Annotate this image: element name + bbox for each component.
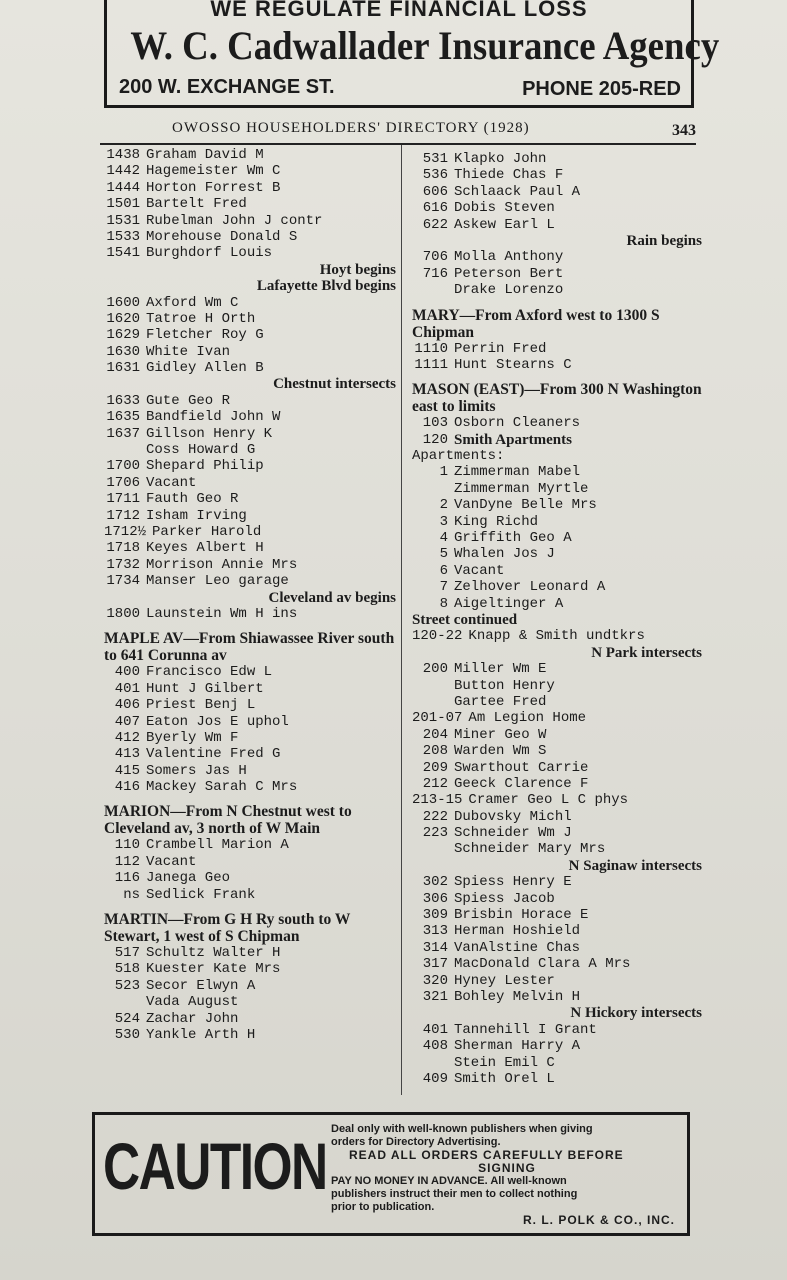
caution-line: publishers instruct their men to collect nothing — [331, 1188, 578, 1200]
house-number: 1712 — [106, 507, 140, 524]
resident-name: Eaton Jos E uphol — [146, 713, 289, 730]
header-rule — [100, 143, 696, 145]
resident-name: Schneider Wm J — [454, 825, 572, 842]
resident-name: Herman Hoshield — [454, 923, 581, 940]
directory-entry — [412, 776, 702, 792]
resident-name: Drake Lorenzo — [454, 282, 564, 299]
directory-entry — [104, 854, 396, 870]
running-header: OWOSSO HOUSEHOLDERS' DIRECTORY (1928) — [172, 120, 530, 136]
left-column — [104, 147, 396, 1043]
resident-name: Morrison Annie Mrs — [146, 556, 298, 573]
resident-name: Zimmerman Myrtle — [454, 480, 589, 497]
cross-street-note: Chestnut intersects — [273, 376, 396, 393]
directory-entry — [412, 497, 702, 513]
cross-street-note: N Hickory intersects — [570, 1005, 702, 1022]
directory-entry — [104, 837, 396, 853]
resident-name: Vacant — [146, 853, 197, 870]
resident-name: Manser Leo garage — [146, 573, 289, 590]
cross-street-note: Lafayette Blvd begins — [256, 278, 396, 295]
resident-name: Spiess Henry E — [454, 874, 572, 891]
directory-entry — [104, 664, 396, 680]
house-number: 321 — [422, 988, 448, 1005]
resident-name: Secor Elwyn A — [146, 977, 256, 994]
resident-name: Warden Wm S — [454, 743, 547, 760]
house-number: 1111 — [414, 356, 448, 373]
house-number: 112 — [114, 853, 140, 870]
insurance-advertisement — [104, 0, 720, 108]
cross-street-note: N Saginaw intersects — [568, 857, 702, 874]
agency-name: W. C. Cadwallader Insurance Agency — [130, 23, 720, 68]
house-number: 116 — [114, 870, 140, 887]
directory-entry — [104, 458, 396, 474]
caution-line: READ ALL ORDERS CAREFULLY BEFORE — [349, 1148, 624, 1162]
resident-name: Bohley Melvin H — [454, 988, 581, 1005]
resident-name: Crambell Marion A — [146, 837, 289, 854]
resident-name: Cramer Geo L C phys — [468, 792, 629, 809]
house-number: 212 — [422, 775, 448, 792]
resident-name: Bartelt Fred — [146, 196, 247, 213]
resident-name: Yankle Arth H — [146, 1026, 256, 1043]
house-number: 2 — [439, 497, 448, 514]
caution-line: Deal only with well-known publishers when giving — [331, 1123, 593, 1135]
directory-entry — [412, 1038, 702, 1054]
resident-name: Sedlick Frank — [146, 886, 256, 903]
resident-name: Knapp & Smith undtkrs — [468, 628, 645, 645]
directory-entry — [104, 870, 396, 886]
resident-name: Hunt J Gilbert — [146, 680, 264, 697]
resident-name: Tatroe H Orth — [146, 310, 256, 327]
directory-entry — [412, 792, 702, 808]
directory-entry — [104, 540, 396, 556]
directory-entry — [104, 409, 396, 425]
right-column — [412, 151, 702, 1087]
house-number: 314 — [422, 939, 448, 956]
house-number: 706 — [422, 249, 448, 266]
resident-name: Hunt Stearns C — [454, 356, 572, 373]
directory-entry — [104, 746, 396, 762]
directory-entry — [412, 891, 702, 907]
directory-entry — [412, 661, 702, 677]
resident-name: Schultz Walter H — [146, 945, 281, 962]
house-number: 120-22 — [412, 628, 463, 645]
house-number: 1629 — [106, 327, 140, 344]
caution-text — [331, 1123, 683, 1214]
resident-name: Brisbin Horace E — [454, 907, 589, 924]
resident-name: Rubelman John J contr — [146, 212, 323, 229]
house-number: 223 — [422, 825, 448, 842]
resident-name: Peterson Bert — [454, 265, 564, 282]
resident-name: Launstein Wm H ins — [146, 605, 298, 622]
directory-entry — [104, 213, 396, 229]
agency-phone: PHONE 205-RED — [522, 78, 681, 100]
directory-entry — [104, 360, 396, 376]
resident-name: Zelhover Leonard A — [454, 579, 606, 596]
house-number: 1438 — [106, 147, 140, 163]
agency-address: 200 W. EXCHANGE ST. — [119, 76, 335, 98]
house-number: 1718 — [106, 540, 140, 557]
house-number: 306 — [422, 890, 448, 907]
caution-word: CAUTION — [103, 1129, 327, 1203]
house-number: 120 — [422, 431, 448, 448]
resident-name: Gillson Henry K — [146, 425, 273, 442]
resident-name: Smith Apartments — [454, 431, 572, 448]
resident-name: Janega Geo — [146, 870, 231, 887]
house-number: 1 — [439, 464, 448, 481]
cross-street-note: Cleveland av begins — [268, 589, 396, 606]
resident-name: Schneider Mary Mrs — [454, 841, 606, 858]
directory-entry — [412, 956, 702, 972]
resident-name: Graham David M — [146, 147, 264, 163]
resident-name: Valentine Fred G — [146, 746, 281, 763]
resident-name: Somers Jas H — [146, 762, 247, 779]
house-number: 1637 — [106, 425, 140, 442]
directory-entry — [412, 200, 702, 216]
cross-street-note: Rain begins — [626, 232, 702, 249]
cross-street-note: Hoyt begins — [319, 261, 396, 278]
directory-entry — [412, 973, 702, 989]
directory-entry — [104, 229, 396, 245]
resident-name: Aigeltinger A — [454, 595, 564, 612]
house-number: 1635 — [106, 409, 140, 426]
house-number: 4 — [439, 530, 448, 547]
house-number: 530 — [114, 1026, 140, 1043]
house-number: 313 — [422, 923, 448, 940]
directory-entry — [412, 989, 702, 1005]
caution-line: SIGNING — [478, 1161, 536, 1175]
directory-entry — [104, 327, 396, 343]
directory-entry — [412, 743, 702, 759]
house-number: 320 — [422, 972, 448, 989]
directory-entry — [104, 730, 396, 746]
house-number: 1631 — [106, 360, 140, 377]
street-heading: MASON (EAST)—From 300 N Washington east to limits — [412, 381, 702, 416]
resident-name: Gartee Fred — [454, 693, 547, 710]
street-heading: MAPLE AV—From Shiawassee River south to 641 Corunna av — [104, 630, 395, 665]
directory-entry — [412, 341, 702, 357]
house-number: 412 — [114, 729, 140, 746]
directory-entry — [412, 825, 702, 841]
resident-name: King Richd — [454, 513, 539, 530]
directory-entry — [104, 1027, 396, 1043]
resident-name: Zimmerman Mabel — [454, 464, 581, 481]
resident-name: White Ivan — [146, 343, 231, 360]
resident-name: VanDyne Belle Mrs — [454, 497, 597, 514]
house-number: 1732 — [106, 556, 140, 573]
directory-entry — [412, 563, 702, 579]
house-number: 1633 — [106, 392, 140, 409]
resident-name: Sherman Harry A — [454, 1038, 581, 1055]
resident-name: Hagemeister Wm C — [146, 163, 281, 180]
house-number: 517 — [114, 945, 140, 962]
directory-entry — [412, 710, 702, 726]
resident-name: Francisco Edw L — [146, 664, 273, 681]
directory-entry — [412, 596, 702, 612]
street-heading: MARION—From N Chestnut west to Cleveland av, 3 north of W Main — [104, 803, 352, 838]
directory-entry — [412, 167, 702, 183]
resident-name: Axford Wm C — [146, 294, 239, 311]
directory-entry — [412, 217, 702, 233]
directory-entry-continued — [412, 841, 702, 857]
resident-name: Vacant — [454, 562, 505, 579]
directory-entry — [104, 606, 396, 622]
column-divider — [401, 145, 402, 1095]
directory-entry — [104, 557, 396, 573]
house-number: 3 — [439, 513, 448, 530]
house-number: 1712½ — [104, 523, 147, 540]
resident-name: Stein Emil C — [454, 1054, 555, 1071]
house-number: 302 — [422, 874, 448, 891]
directory-entry — [412, 940, 702, 956]
directory-entry — [412, 514, 702, 530]
house-number: 518 — [114, 961, 140, 978]
house-number: 1541 — [106, 245, 140, 262]
directory-entry — [104, 524, 396, 540]
resident-name: Spiess Jacob — [454, 890, 555, 907]
directory-entry — [104, 681, 396, 697]
street-continued-heading: Street continued — [412, 611, 518, 628]
resident-name: MacDonald Clara A Mrs — [454, 956, 631, 973]
house-number: 606 — [422, 183, 448, 200]
resident-name: Thiede Chas F — [454, 167, 564, 184]
directory-entry — [412, 151, 702, 167]
house-number: ns — [123, 886, 140, 903]
resident-name: Hyney Lester — [454, 972, 555, 989]
directory-entry-continued — [412, 1055, 702, 1071]
resident-name: Morehouse Donald S — [146, 228, 298, 245]
directory-entry — [104, 311, 396, 327]
house-number: 413 — [114, 746, 140, 763]
resident-name: Dobis Steven — [454, 200, 555, 217]
publisher-name: R. L. POLK & CO., INC. — [522, 1213, 675, 1227]
resident-name: Isham Irving — [146, 507, 247, 524]
house-number: 1600 — [106, 294, 140, 311]
directory-entry — [412, 464, 702, 480]
caution-advertisement — [92, 1112, 690, 1236]
house-number: 408 — [422, 1038, 448, 1055]
directory-entry — [104, 714, 396, 730]
directory-entry — [412, 357, 702, 373]
resident-name: Vacant — [146, 474, 197, 491]
resident-name: Am Legion Home — [468, 710, 587, 727]
directory-entry — [412, 1022, 702, 1038]
directory-entry-continued — [412, 694, 702, 710]
directory-entry — [412, 432, 702, 448]
directory-entry-continued — [412, 481, 702, 497]
house-number: 201-07 — [412, 710, 463, 727]
resident-name: Schlaack Paul A — [454, 183, 581, 200]
directory-entry — [104, 491, 396, 507]
directory-entry — [104, 180, 396, 196]
directory-entry — [104, 245, 396, 261]
house-number: 309 — [422, 907, 448, 924]
resident-name: Griffith Geo A — [454, 530, 572, 547]
resident-name: Miller Wm E — [454, 661, 547, 678]
directory-entry — [104, 961, 396, 977]
resident-name: Gidley Allen B — [146, 360, 264, 377]
cross-street-note: N Park intersects — [591, 644, 702, 661]
directory-entry — [104, 887, 396, 903]
house-number: 622 — [422, 216, 448, 233]
resident-name: Klapko John — [454, 151, 547, 167]
directory-entry — [104, 196, 396, 212]
directory-entry — [412, 727, 702, 743]
house-number: 1800 — [106, 605, 140, 622]
directory-entry — [104, 573, 396, 589]
directory-entry — [412, 266, 702, 282]
resident-name: Keyes Albert H — [146, 540, 264, 557]
directory-entry — [104, 147, 396, 163]
resident-name: Swarthout Carrie — [454, 759, 589, 776]
resident-name: Button Henry — [454, 677, 555, 694]
resident-name: Osborn Cleaners — [454, 415, 581, 432]
house-number: 8 — [439, 595, 448, 612]
house-number: 401 — [422, 1021, 448, 1038]
house-number: 407 — [114, 713, 140, 730]
resident-name: Horton Forrest B — [146, 179, 281, 196]
resident-name: Gute Geo R — [146, 392, 231, 409]
house-number: 401 — [114, 680, 140, 697]
directory-entry — [104, 426, 396, 442]
house-number: 1442 — [106, 163, 140, 180]
house-number: 5 — [439, 546, 448, 563]
directory-entry — [412, 415, 702, 431]
house-number: 208 — [422, 743, 448, 760]
house-number: 103 — [422, 415, 448, 432]
house-number: 209 — [422, 759, 448, 776]
resident-name: Miner Geo W — [454, 726, 547, 743]
directory-entry-continued — [104, 994, 396, 1010]
resident-name: Dubovsky Michl — [454, 808, 572, 825]
directory-entry — [104, 1011, 396, 1027]
caution-line: orders for Directory Advertising. — [331, 1136, 501, 1148]
resident-name: Shepard Philip — [146, 458, 264, 475]
apartments-label: Apartments: — [412, 448, 505, 465]
resident-name: Vada August — [146, 994, 239, 1011]
resident-name: Zachar John — [146, 1010, 239, 1027]
house-number: 524 — [114, 1010, 140, 1027]
resident-name: Molla Anthony — [454, 249, 564, 266]
caution-line: prior to publication. — [331, 1201, 435, 1213]
resident-name: Bandfield John W — [146, 409, 281, 426]
directory-entry — [104, 295, 396, 311]
directory-entry — [412, 184, 702, 200]
directory-entry — [104, 697, 396, 713]
house-number: 1700 — [106, 458, 140, 475]
directory-entry — [104, 163, 396, 179]
directory-entry — [412, 530, 702, 546]
directory-entry — [104, 393, 396, 409]
house-number: 616 — [422, 200, 448, 217]
resident-name: Coss Howard G — [146, 442, 256, 459]
house-number: 536 — [422, 167, 448, 184]
house-number: 523 — [114, 977, 140, 994]
house-number: 531 — [422, 151, 448, 167]
directory-entry-continued — [412, 678, 702, 694]
directory-entry-continued — [412, 282, 702, 298]
house-number: 400 — [114, 664, 140, 681]
house-number: 1531 — [106, 212, 140, 229]
resident-name: Kuester Kate Mrs — [146, 961, 281, 978]
resident-name: Byerly Wm F — [146, 729, 239, 746]
resident-name: Perrin Fred — [454, 340, 547, 357]
street-heading: MARY—From Axford west to 1300 S Chipman — [412, 306, 660, 341]
directory-entry — [412, 907, 702, 923]
page-number: 343 — [672, 122, 696, 139]
directory-entry — [412, 546, 702, 562]
house-number: 204 — [422, 726, 448, 743]
directory-entry — [104, 978, 396, 994]
caution-line: PAY NO MONEY IN ADVANCE. All well-known — [331, 1175, 567, 1187]
directory-entry — [104, 779, 396, 795]
house-number: 1711 — [106, 491, 140, 508]
house-number: 409 — [422, 1070, 448, 1087]
house-number: 1533 — [106, 228, 140, 245]
house-number: 1630 — [106, 343, 140, 360]
house-number: 110 — [114, 837, 140, 854]
house-number: 416 — [114, 779, 140, 796]
directory-entry — [412, 874, 702, 890]
directory-entry — [104, 508, 396, 524]
house-number: 1501 — [106, 196, 140, 213]
directory-entry — [412, 1071, 702, 1087]
resident-name: Geeck Clarence F — [454, 775, 589, 792]
house-number: 406 — [114, 697, 140, 714]
directory-entry — [104, 475, 396, 491]
ad-tagline: WE REGULATE FINANCIAL LOSS — [210, 0, 588, 21]
resident-name: VanAlstine Chas — [454, 939, 581, 956]
directory-entry — [412, 249, 702, 265]
directory-entry — [104, 763, 396, 779]
house-number: 716 — [422, 265, 448, 282]
resident-name: Smith Orel L — [454, 1070, 555, 1087]
directory-entry — [412, 579, 702, 595]
resident-name: Askew Earl L — [454, 216, 555, 233]
resident-name: Tannehill I Grant — [454, 1021, 597, 1038]
resident-name: Fletcher Roy G — [146, 327, 264, 344]
directory-entry — [412, 809, 702, 825]
directory-entry — [412, 923, 702, 939]
resident-name: Mackey Sarah C Mrs — [146, 779, 298, 796]
house-number: 222 — [422, 808, 448, 825]
directory-entry — [412, 760, 702, 776]
resident-name: Burghdorf Louis — [146, 245, 273, 262]
house-number: 200 — [422, 661, 448, 678]
house-number: 6 — [439, 562, 448, 579]
directory-entry — [104, 344, 396, 360]
resident-name: Fauth Geo R — [146, 491, 239, 508]
house-number: 1706 — [106, 474, 140, 491]
resident-name: Parker Harold — [152, 523, 262, 540]
house-number: 213-15 — [412, 792, 463, 809]
resident-name: Priest Benj L — [146, 697, 256, 714]
street-heading: MARTIN—From G H Ry south to W Stewart, 1 west of S Chipman — [104, 911, 351, 946]
house-number: 1444 — [106, 179, 140, 196]
directory-entry — [412, 628, 702, 644]
directory-entry — [104, 945, 396, 961]
house-number: 415 — [114, 762, 140, 779]
house-number: 7 — [439, 579, 448, 596]
house-number: 1110 — [414, 340, 448, 357]
house-number: 317 — [422, 956, 448, 973]
directory-entry-continued — [104, 442, 396, 458]
resident-name: Whalen Jos J — [454, 546, 555, 563]
house-number: 1620 — [106, 310, 140, 327]
house-number: 1734 — [106, 573, 140, 590]
